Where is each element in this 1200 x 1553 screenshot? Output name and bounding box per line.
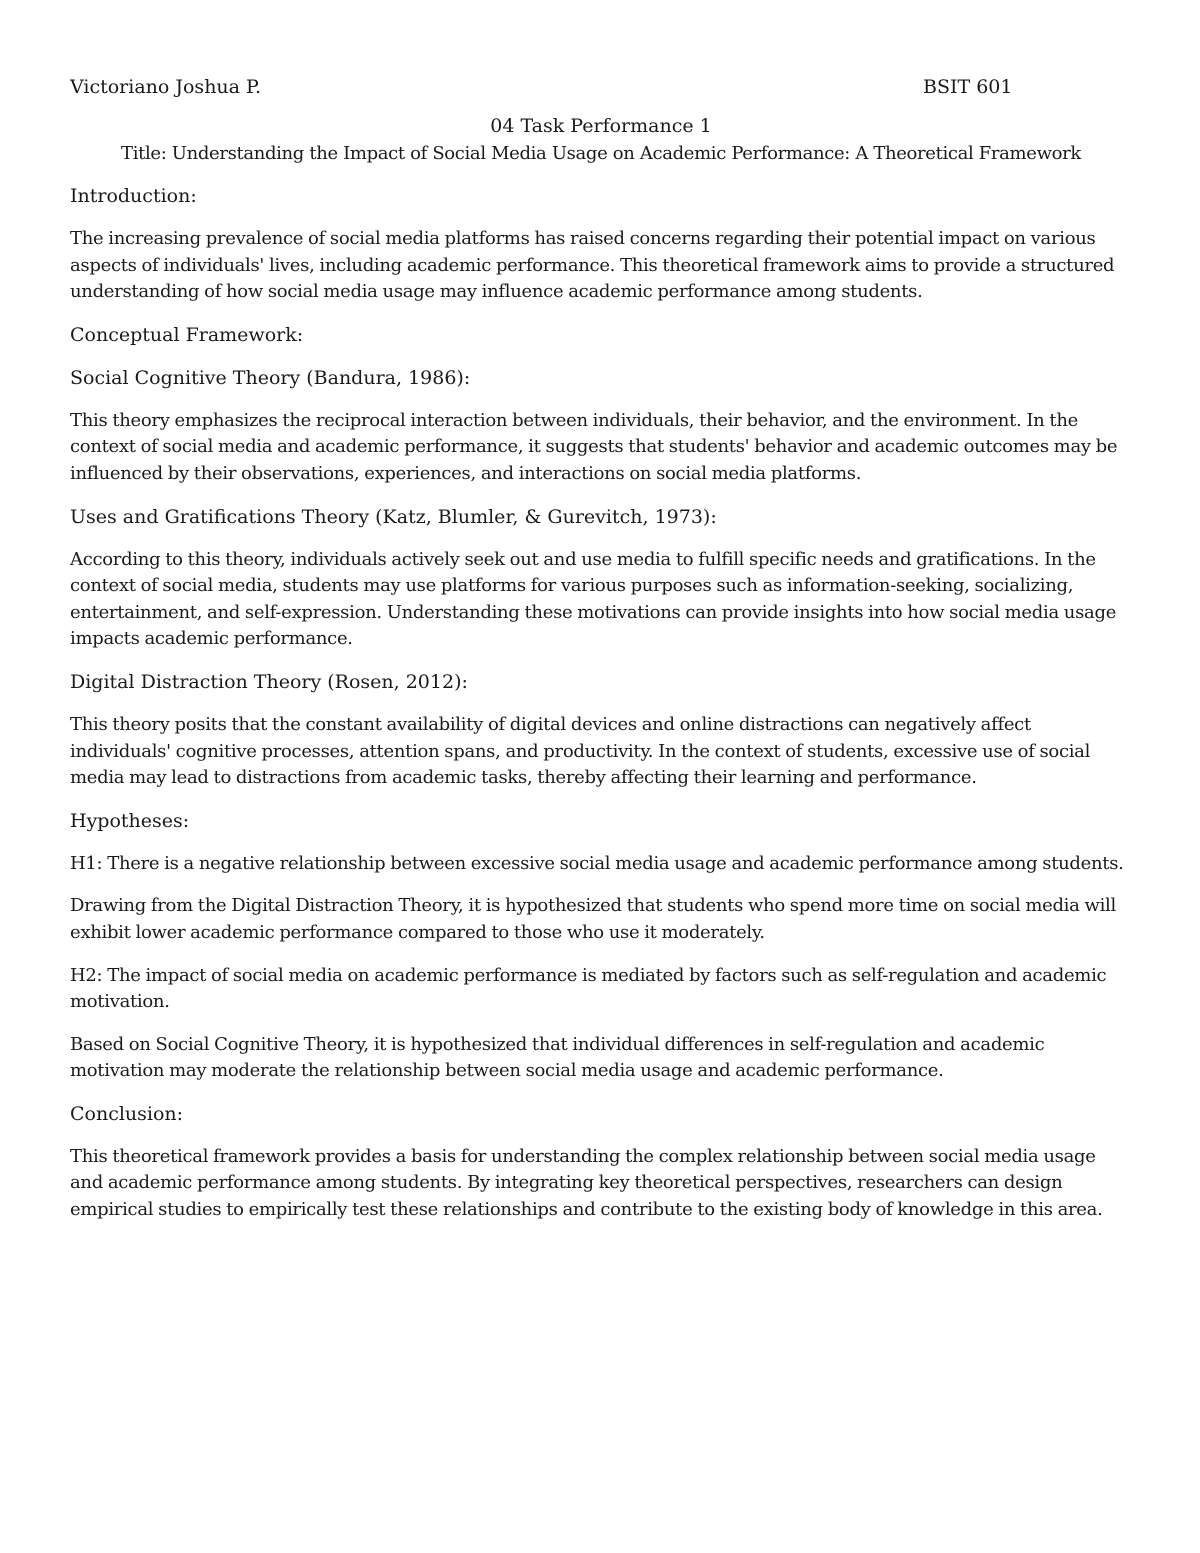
paper-title: Title: Understanding the Impact of Social Media Usage on Academic Performance: A Theoretical Framework — [121, 143, 1081, 164]
uses-gratifications-theory-paragraph: According to this theory, individuals actively seek out and use media to fulfill specific needs and gratifications. In the context of social media, students may use platforms for various purposes such as information-seeking, socializing, entertainment, and self-expression. Understanding these motivations can provide insights into how social media usage impacts academic performance. — [70, 548, 1117, 650]
uses-gratifications-theory-heading: Uses and Gratifications Theory (Katz, Blumler, & Gurevitch, 1973): — [70, 505, 717, 528]
digital-distraction-theory-heading: Digital Distraction Theory (Rosen, 2012): — [70, 670, 468, 693]
introduction-paragraph: The increasing prevalence of social media platforms has raised concerns regarding their potential impact on various aspects of individuals' lives, including academic performance. This theoretical framework aims to provide a structured understanding of how social media usage may influence academic performance among students. — [70, 228, 1115, 303]
conclusion-paragraph: This theoretical framework provides a basis for understanding the complex relationship between social media usage and academic performance among students. By integrating key theoretical perspectives, researchers can design empirical studies to empirically test these relationships and contribute to the existing body of knowledge in this area. — [70, 1145, 1103, 1221]
student-name: Victoriano Joshua P. — [70, 76, 262, 98]
hypothesis-1-statement: H1: There is a negative relationship between excessive social media usage and academic performance among students. — [70, 852, 1124, 874]
hypothesis-1-rationale: Drawing from the Digital Distraction Theory, it is hypothesized that students who spend more time on social media will exhibit lower academic performance compared to those who use it moderately. — [70, 895, 1116, 943]
hypotheses-heading: Hypotheses: — [70, 809, 190, 832]
section-code: BSIT 601 — [923, 76, 1013, 98]
social-cognitive-theory-paragraph: This theory emphasizes the reciprocal interaction between individuals, their behavior, and the environment. In the context of social media and academic performance, it suggests that students' behavior and academic outcomes may be influenced by their observations, experiences, and interactions on social media platforms. — [70, 409, 1118, 484]
document-page — [70, 72, 1132, 1224]
header-row — [70, 72, 1132, 102]
hypothesis-2-statement: H2: The impact of social media on academic performance is mediated by factors such as self-regulation and academic motivation. — [70, 964, 1107, 1013]
social-cognitive-theory-heading: Social Cognitive Theory (Bandura, 1986): — [70, 366, 471, 389]
conclusion-heading: Conclusion: — [70, 1102, 184, 1125]
introduction-heading: Introduction: — [70, 185, 197, 207]
conceptual-framework-heading: Conceptual Framework: — [70, 323, 304, 346]
task-title: 04 Task Performance 1 — [490, 115, 712, 137]
digital-distraction-theory-paragraph: This theory posits that the constant availability of digital devices and online distractions can negatively affect individuals' cognitive processes, attention spans, and productivity. In the context of students, excessive use of social media may lead to distractions from academic tasks, thereby affecting their learning and performance. — [70, 713, 1091, 789]
hypothesis-2-rationale: Based on Social Cognitive Theory, it is hypothesized that individual differences in self-regulation and academic motivation may moderate the relationship between social media usage and academic performance. — [70, 1033, 1045, 1082]
